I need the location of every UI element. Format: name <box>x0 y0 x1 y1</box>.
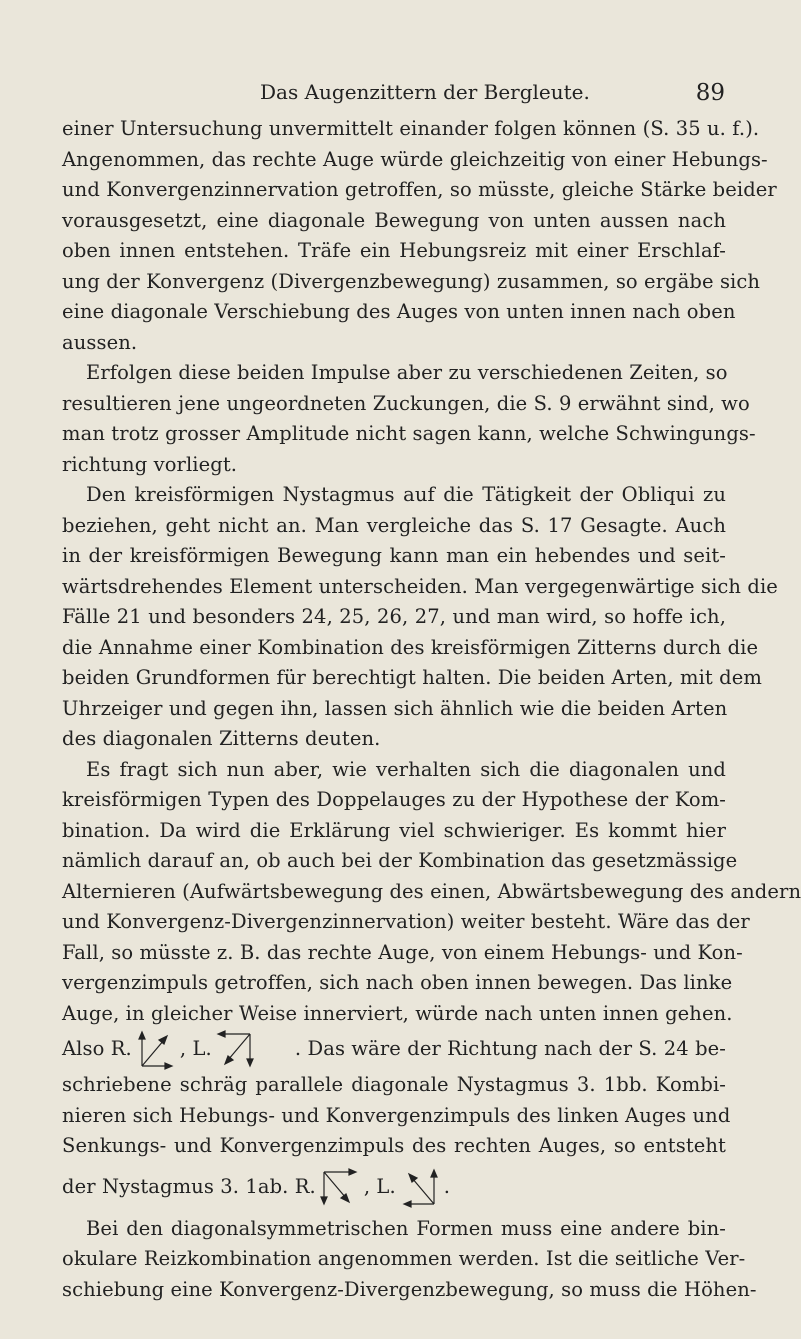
text-fragment: , L. <box>179 1037 212 1061</box>
text-line: Fälle 21 und besonders 24, 25, 26, 27, und man wird, so hoffe ich, <box>62 605 726 628</box>
text-line: vergenzimpuls getroffen, sich nach oben innen bewegen. Das linke <box>62 971 733 994</box>
motion-diagram-left-eye-icon <box>398 1168 442 1208</box>
text-line: schriebene schräg parallele diagonale Nystagmus 3. 1bb. Kombi- <box>62 1073 726 1096</box>
diagram-line <box>62 1162 726 1214</box>
text-line: des diagonalen Zitterns deuten. <box>62 727 381 750</box>
text-line: und Konvergenz-Divergenzinnervation) weiter besteht. Wäre das der <box>62 910 750 933</box>
text-line: und Konvergenzinnervation getroffen, so müsste, gleiche Stärke beider <box>62 178 777 201</box>
text-line: Uhrzeiger und gegen ihn, lassen sich ähnlich wie die beiden Arten <box>62 696 728 720</box>
text-line: Angenommen, das rechte Auge würde gleichzeitig von einer Hebungs- <box>62 147 768 171</box>
text-line: Erfolgen diese beiden Impulse aber zu verschiedenen Zeiten, so <box>86 361 728 384</box>
motion-diagram-right-eye-icon <box>318 1168 362 1208</box>
text-line: beiden Grundformen für berechtigt halten. Die beiden Arten, mit dem <box>62 666 762 689</box>
text-fragment: , L. <box>363 1175 396 1199</box>
page-number: 89 <box>695 80 725 106</box>
body-text <box>62 114 801 1305</box>
text-line: okulare Reizkombination angenommen werden. Ist die seitliche Ver- <box>62 1247 746 1270</box>
text-line: nämlich darauf an, ob auch bei der Kombination das gesetzmässige <box>62 849 738 872</box>
text-line: resultieren jene ungeordneten Zuckungen, die S. 9 erwähnt sind, wo <box>62 391 750 415</box>
text-line: eine diagonale Verschiebung des Auges von unten innen nach oben <box>62 300 736 323</box>
text-line: Fall, so müsste z. B. das rechte Auge, von einem Hebungs- und Kon- <box>62 940 743 964</box>
text-line: man trotz grosser Amplitude nicht sagen kann, welche Schwingungs- <box>62 422 756 445</box>
text-fragment: . <box>443 1175 451 1199</box>
text-line: bination. Da wird die Erklärung viel schwieriger. Es kommt hier <box>62 818 726 842</box>
motion-diagram-left-eye-icon <box>214 1030 258 1070</box>
text-line: beziehen, geht nicht an. Man vergleiche das S. 17 Gesagte. Auch <box>62 513 726 537</box>
text-line: schiebung eine Konvergenz-Divergenzbewegung, so muss die Höhen- <box>62 1277 757 1301</box>
text-line: aussen. <box>62 330 138 354</box>
motion-diagram-right-eye-icon <box>134 1030 178 1070</box>
text-line: Es fragt sich nun aber, wie verhalten sich die diagonalen und <box>86 757 726 781</box>
text-line: vorausgesetzt, eine diagonale Bewegung von unten aussen nach <box>62 208 726 232</box>
text-line: wärtsdrehendes Element unterscheiden. Man vergegenwärtige sich die <box>62 574 778 598</box>
running-header <box>260 80 725 106</box>
text-line: kreisförmigen Typen des Doppelauges zu der Hypothese der Kom- <box>62 788 726 811</box>
text-fragment: . Das wäre der Richtung nach der S. 24 be- <box>294 1037 726 1061</box>
text-line: einer Untersuchung unvermittelt einander folgen können (S. 35 u. f.). <box>62 117 760 140</box>
text-line: ung der Konvergenz (Divergenzbewegung) zusammen, so ergäbe sich <box>62 269 761 293</box>
text-line: Bei den diagonalsymmetrischen Formen muss eine andere bin- <box>86 1216 726 1240</box>
text-line: nieren sich Hebungs- und Konvergenzimpuls des linken Auges und <box>62 1103 731 1127</box>
text-fragment: Also R. <box>62 1037 132 1061</box>
text-line: Auge, in gleicher Weise innerviert, würde nach unten innen gehen. <box>62 1001 733 1025</box>
text-line: Alternieren (Aufwärtsbewegung des einen, Abwärtsbewegung des andern <box>62 879 801 903</box>
text-line: Senkungs- und Konvergenzimpuls des rechten Auges, so entsteht <box>62 1134 726 1157</box>
text-fragment: der Nystagmus 3. 1ab. R. <box>62 1175 316 1199</box>
text-line: in der kreisförmigen Bewegung kann man ein hebendes und seit- <box>62 544 726 567</box>
running-title: Das Augenzittern der Bergleute. <box>260 80 590 104</box>
text-line: oben innen entstehen. Träfe ein Hebungsreiz mit einer Erschlaf- <box>62 239 726 262</box>
text-line: Den kreisförmigen Nystagmus auf die Tätigkeit der Obliqui zu <box>86 483 726 506</box>
text-line: richtung vorliegt. <box>62 452 238 476</box>
text-line: die Annahme einer Kombination des kreisförmigen Zitterns durch die <box>62 635 759 659</box>
diagram-line <box>62 1029 726 1070</box>
